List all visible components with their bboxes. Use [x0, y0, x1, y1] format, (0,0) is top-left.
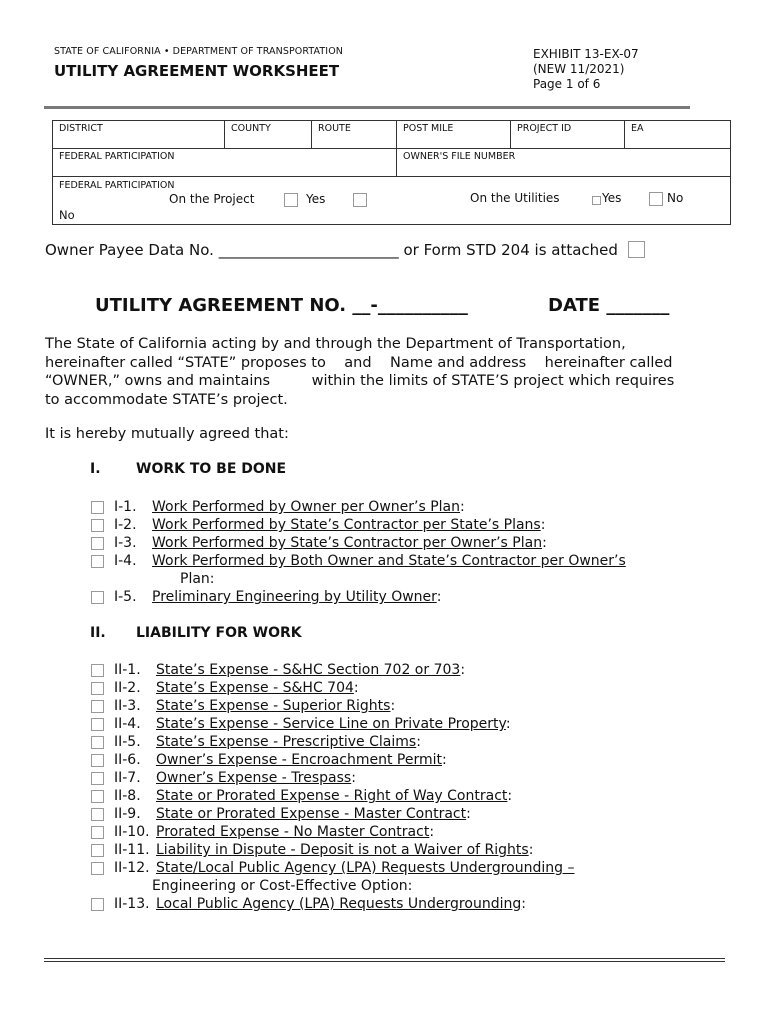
- section-1-heading: [90, 461, 286, 477]
- item-link[interactable]: Work Performed by Both Owner and State’s Contractor per Owner’s: [152, 553, 626, 569]
- item-checkbox[interactable]: [91, 555, 104, 568]
- district-label: DISTRICT: [59, 123, 103, 134]
- item-code: II-12.: [114, 860, 150, 876]
- on-project-no-label: No: [59, 208, 75, 222]
- section-2-heading: [90, 625, 302, 641]
- item-link-continued[interactable]: Engineering or Cost-Effective Option: [152, 878, 408, 894]
- item-checkbox[interactable]: [91, 772, 104, 785]
- on-project-label: On the Project: [169, 192, 255, 206]
- on-project-no-checkbox[interactable]: [353, 193, 367, 207]
- agreement-number: UTILITY AGREEMENT NO. __-__________: [95, 295, 468, 316]
- intro-line-2: hereinafter called “STATE” proposes to and Name and address hereinafter called: [45, 354, 673, 371]
- list-item: I-3. Work Performed by State’s Contractor per Owner’s Plan:: [91, 534, 626, 552]
- item-code: II-6.: [114, 752, 141, 768]
- exhibit-number: EXHIBIT 13-EX-07 (NEW 11/2021): [533, 47, 639, 76]
- item-code: II-5.: [114, 734, 141, 750]
- intro-line-1: The State of California acting by and through the Department of Transportation,: [45, 336, 626, 352]
- project-id-label: PROJECT ID: [517, 123, 572, 134]
- on-utilities-no-checkbox[interactable]: [649, 192, 663, 206]
- intro-paragraph: [45, 335, 674, 409]
- federal-participation-row: [53, 177, 731, 225]
- agency-name: STATE OF CALIFORNIA • DEPARTMENT OF TRANSPORTATION: [54, 46, 343, 57]
- payee-suffix: or Form STD 204 is attached: [403, 241, 618, 259]
- item-checkbox[interactable]: [91, 718, 104, 731]
- item-code: II-3.: [114, 698, 141, 714]
- item-code: I-3.: [114, 535, 137, 551]
- route-field[interactable]: [312, 121, 397, 149]
- item-link[interactable]: Liability in Dispute - Deposit is not a Waiver of Rights: [156, 842, 529, 858]
- item-link-continued[interactable]: Plan: [180, 571, 210, 587]
- item-checkbox[interactable]: [91, 898, 104, 911]
- list-item-continuation: Plan:: [180, 571, 215, 587]
- ea-label: EA: [631, 123, 644, 134]
- item-link[interactable]: Work Performed by Owner per Owner’s Plan: [152, 499, 460, 515]
- list-item-continuation: Engineering or Cost-Effective Option:: [152, 878, 413, 894]
- item-checkbox[interactable]: [91, 826, 104, 839]
- std204-attached-checkbox[interactable]: [628, 241, 645, 258]
- item-code: II-2.: [114, 680, 141, 696]
- list-item: II-9. State or Prorated Expense - Master Contract:: [91, 805, 574, 823]
- item-link[interactable]: Preliminary Engineering by Utility Owner: [152, 589, 437, 605]
- owners-file-number-field[interactable]: [397, 149, 731, 177]
- item-link[interactable]: State’s Expense - Service Line on Private Property: [156, 716, 506, 732]
- list-item: II-10. Prorated Expense - No Master Contract:: [91, 823, 574, 841]
- intro-line-3: “OWNER,” owns and maintains within the limits of STATE’S project which requires: [45, 373, 675, 389]
- item-link[interactable]: State or Prorated Expense - Right of Way Contract: [156, 788, 508, 804]
- list-item: II-6. Owner’s Expense - Encroachment Permit:: [91, 751, 574, 769]
- item-link[interactable]: Work Performed by State’s Contractor per State’s Plans: [152, 517, 541, 533]
- item-checkbox[interactable]: [91, 664, 104, 677]
- page-number: Page 1 of 6: [533, 77, 601, 91]
- on-utilities-label: On the Utilities: [470, 191, 560, 205]
- item-checkbox[interactable]: [91, 700, 104, 713]
- route-label: ROUTE: [318, 123, 351, 134]
- list-item: I-5. Preliminary Engineering by Utility Owner:: [91, 588, 626, 606]
- intro-line-4: to accommodate STATE’s project.: [45, 391, 288, 408]
- footer-divider: [44, 958, 725, 962]
- federal-participation-label: FEDERAL PARTICIPATION: [59, 151, 175, 162]
- county-label: COUNTY: [231, 123, 271, 134]
- list-item: II-1. State’s Expense - S&HC Section 702 or 703:: [91, 661, 574, 679]
- list-item: II-11. Liability in Dispute - Deposit is not a Waiver of Rights:: [91, 841, 574, 859]
- item-code: II-9.: [114, 806, 141, 822]
- on-utilities-yes-label: Yes: [602, 191, 622, 205]
- item-code: II-11.: [114, 842, 150, 858]
- list-item: II-8. State or Prorated Expense - Right of Way Contract:: [91, 787, 574, 805]
- payee-data-number-input[interactable]: ________________________: [218, 241, 399, 259]
- item-checkbox[interactable]: [91, 754, 104, 767]
- item-link[interactable]: State’s Expense - Superior Rights: [156, 698, 391, 714]
- post-mile-field[interactable]: [397, 121, 511, 149]
- item-checkbox[interactable]: [91, 844, 104, 857]
- section-2-items: [91, 661, 574, 913]
- item-checkbox[interactable]: [91, 501, 104, 514]
- list-item: I-2. Work Performed by State’s Contractor per State’s Plans:: [91, 516, 626, 534]
- district-field[interactable]: [53, 121, 225, 149]
- item-checkbox[interactable]: [91, 537, 104, 550]
- item-link[interactable]: Owner’s Expense - Trespass: [156, 770, 352, 786]
- section-1-number: I.: [90, 461, 101, 477]
- worksheet-title: UTILITY AGREEMENT WORKSHEET: [54, 62, 340, 80]
- item-checkbox[interactable]: [91, 591, 104, 604]
- federal-participation-field[interactable]: [53, 149, 397, 177]
- owners-file-number-label: OWNER'S FILE NUMBER: [403, 151, 516, 162]
- post-mile-label: POST MILE: [403, 123, 454, 134]
- item-code: I-1.: [114, 499, 137, 515]
- item-link[interactable]: State’s Expense - Prescriptive Claims: [156, 734, 417, 750]
- item-link[interactable]: State/Local Public Agency (LPA) Requests Undergrounding –: [156, 860, 575, 876]
- item-checkbox[interactable]: [91, 808, 104, 821]
- item-link[interactable]: Owner’s Expense - Encroachment Permit: [156, 752, 442, 768]
- county-field[interactable]: [225, 121, 312, 149]
- on-project-yes-checkbox[interactable]: [284, 193, 298, 207]
- list-item: II-7. Owner’s Expense - Trespass:: [91, 769, 574, 787]
- list-item: II-2. State’s Expense - S&HC 704:: [91, 679, 574, 697]
- item-link[interactable]: State’s Expense - S&HC Section 702 or 703: [156, 662, 461, 678]
- list-item: [91, 552, 626, 570]
- item-checkbox[interactable]: [91, 862, 104, 875]
- item-link[interactable]: Local Public Agency (LPA) Requests Undergrounding: [156, 896, 522, 912]
- section-1-title: WORK TO BE DONE: [136, 461, 287, 477]
- item-link[interactable]: Prorated Expense - No Master Contract: [156, 824, 430, 840]
- exhibit-label: [533, 47, 643, 92]
- project-info-table: [52, 120, 731, 225]
- on-utilities-yes-checkbox[interactable]: [592, 196, 601, 205]
- owner-payee-line: [45, 241, 645, 259]
- list-item: II-5. State’s Expense - Prescriptive Claims:: [91, 733, 574, 751]
- list-item: II-4. State’s Expense - Service Line on Private Property:: [91, 715, 574, 733]
- on-project-yes-label: Yes: [306, 192, 326, 206]
- section-2-number: II.: [90, 625, 106, 641]
- item-checkbox[interactable]: [91, 682, 104, 695]
- item-code: I-5.: [114, 589, 137, 605]
- project-id-field[interactable]: [511, 121, 625, 149]
- agreement-date: DATE _______: [548, 295, 670, 316]
- item-checkbox[interactable]: [91, 736, 104, 749]
- list-item: II-3. State’s Expense - Superior Rights:: [91, 697, 574, 715]
- item-link[interactable]: State’s Expense - S&HC 704: [156, 680, 354, 696]
- federal-participation-label-2: FEDERAL PARTICIPATION: [59, 180, 175, 191]
- item-code: II-1.: [114, 662, 141, 678]
- item-code: II-10.: [114, 824, 150, 840]
- item-code: II-4.: [114, 716, 141, 732]
- section-2-title: LIABILITY FOR WORK: [136, 625, 302, 641]
- item-link[interactable]: State or Prorated Expense - Master Contract: [156, 806, 467, 822]
- list-item: II-13. Local Public Agency (LPA) Requests Undergrounding:: [91, 895, 574, 913]
- payee-prefix: Owner Payee Data No.: [45, 241, 214, 259]
- item-code: II-7.: [114, 770, 141, 786]
- item-code: I-2.: [114, 517, 137, 533]
- item-code: II-8.: [114, 788, 141, 804]
- ea-field[interactable]: [625, 121, 731, 149]
- section-1-items: [91, 498, 626, 606]
- header-divider: [44, 106, 690, 109]
- item-checkbox[interactable]: [91, 519, 104, 532]
- item-code: I-4.: [114, 553, 137, 569]
- item-link[interactable]: Work Performed by State’s Contractor per Owner’s Plan: [152, 535, 543, 551]
- item-code: II-13.: [114, 896, 150, 912]
- item-checkbox[interactable]: [91, 790, 104, 803]
- agreed-statement: It is hereby mutually agreed that:: [45, 426, 289, 442]
- list-item: [91, 859, 574, 877]
- on-utilities-no-label: No: [667, 191, 684, 205]
- list-item: I-1. Work Performed by Owner per Owner’s Plan:: [91, 498, 626, 516]
